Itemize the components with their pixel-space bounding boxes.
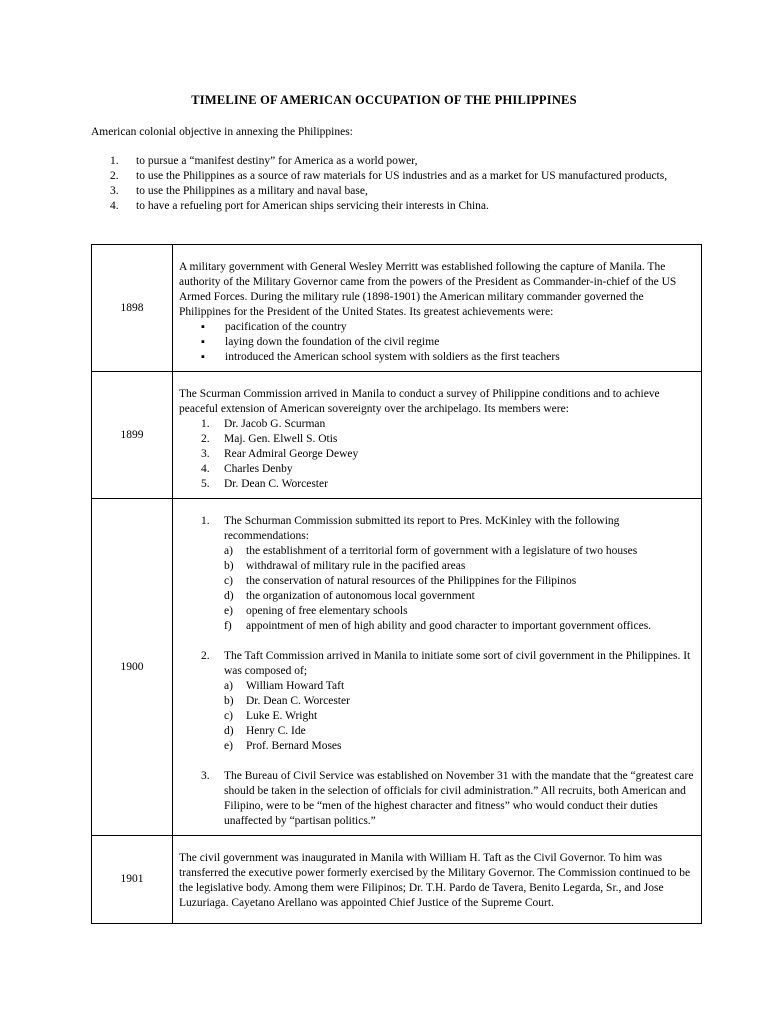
item-letter: b) [224, 560, 234, 572]
item-text: opening of free elementary schools [246, 605, 408, 617]
item-text: Henry C. Ide [246, 725, 306, 737]
year-cell: 1898 [92, 245, 173, 372]
member-item [201, 447, 694, 462]
event-item [201, 514, 694, 634]
members-list [179, 417, 694, 492]
commission-member-item [224, 709, 694, 724]
objective-item [110, 154, 680, 169]
timeline-row-1901 [92, 836, 702, 924]
description-cell [173, 499, 702, 836]
item-text: Prof. Bernard Moses [246, 740, 342, 752]
event-number: 2. [201, 650, 210, 662]
recommendation-item [224, 619, 694, 634]
member-item [201, 417, 694, 432]
member-name: Rear Admiral George Dewey [224, 448, 359, 460]
timeline-row-1899 [92, 372, 702, 499]
objectives-list [110, 154, 680, 214]
member-number: 4. [201, 463, 210, 475]
item-text: the establishment of a territorial form of government with a legislature of two houses [246, 545, 638, 557]
item-letter: e) [224, 605, 233, 617]
event-item [201, 769, 694, 829]
year-cell: 1899 [92, 372, 173, 499]
objective-item [110, 199, 680, 214]
achievements-list [179, 320, 694, 365]
objective-number: 3. [110, 185, 119, 197]
member-name: Dr. Jacob G. Scurman [224, 418, 326, 430]
member-number: 3. [201, 448, 210, 460]
item-text: Dr. Dean C. Worcester [246, 695, 350, 707]
objective-text: to use the Philippines as a source of raw materials for US industries and as a market for US manufactured products, [136, 170, 668, 182]
member-number: 1. [201, 418, 210, 430]
commission-member-item [224, 694, 694, 709]
objective-number: 4. [110, 200, 119, 212]
item-letter: f) [224, 620, 232, 632]
intro-text: American colonial objective in annexing the Philippines: [91, 126, 353, 138]
description-cell [173, 372, 702, 499]
item-letter: d) [224, 590, 234, 602]
item-letter: e) [224, 740, 233, 752]
timeline-table [91, 244, 702, 924]
item-letter: d) [224, 725, 234, 737]
event-text: The Taft Commission arrived in Manila to initiate some sort of civil government in the Philippines. It was composed of; [224, 650, 691, 677]
item-text: the conservation of natural resources of the Philippines for the Filipinos [246, 575, 577, 587]
objective-number: 1. [110, 155, 119, 167]
item-letter: a) [224, 545, 233, 557]
events-list [179, 514, 694, 829]
item-text: appointment of men of high ability and good character to important government offices. [246, 620, 652, 632]
objective-item [110, 169, 680, 184]
member-name: Maj. Gen. Elwell S. Otis [224, 433, 338, 445]
event-number: 3. [201, 770, 210, 782]
event-text: The Schurman Commission submitted its report to Pres. McKinley with the following recommendations: [224, 515, 620, 542]
achievement-item: ▪ laying down the foundation of the civil regime [201, 335, 694, 350]
item-letter: a) [224, 680, 233, 692]
commission-member-item [224, 679, 694, 694]
event-item [201, 649, 694, 754]
page-title: TIMELINE OF AMERICAN OCCUPATION OF THE PHILIPPINES [191, 93, 577, 107]
event-text: The civil government was inaugurated in Manila with William H. Taft as the Civil Governor. To him was transferred the executive power formerly exercised by the Military Governor. The Commission continued to be the legislative body. Among them were Filipinos; Dr. T.H. Pardo de Tavera, Benito Legarda, Sr., and Jose Luzuriaga. Cayetano Arellano was appointed Chief Justice of the Supreme Court. [179, 852, 691, 909]
item-text: William Howard Taft [246, 680, 345, 692]
member-item [201, 462, 694, 477]
objective-number: 2. [110, 170, 119, 182]
recommendation-item [224, 604, 694, 619]
member-name: Charles Denby [224, 463, 293, 475]
achievement-item: ▪ introduced the American school system with soldiers as the first teachers [201, 350, 694, 365]
member-name: Dr. Dean C. Worcester [224, 478, 328, 490]
recommendation-item [224, 559, 694, 574]
item-letter: c) [224, 710, 233, 722]
item-letter: c) [224, 575, 233, 587]
year-cell: 1901 [92, 836, 173, 924]
event-text: A military government with General Wesley Merritt was established following the capture of Manila. The authority of the Military Governor came from the powers of the President as Commander-in-chief of the US Armed Forces. During the military rule (1898-1901) the American military commander governed the Philippines for the President of the United States. Its greatest achievements were: [179, 261, 677, 318]
item-letter: b) [224, 695, 234, 707]
commission-members-list [224, 679, 694, 754]
achievement-item: ▪ pacification of the country [201, 320, 694, 335]
description-cell [173, 245, 702, 372]
recommendation-item [224, 544, 694, 559]
timeline-row-1898 [92, 245, 702, 372]
event-text: The Scurman Commission arrived in Manila to conduct a survey of Philippine conditions and to achieve peaceful extension of American sovereignty over the archipelago. Its members were: [179, 388, 660, 415]
item-text: the organization of autonomous local government [246, 590, 475, 602]
member-item [201, 477, 694, 492]
objective-text: to pursue a “manifest destiny” for America as a world power, [136, 155, 418, 167]
commission-member-item [224, 739, 694, 754]
member-item [201, 432, 694, 447]
timeline-row-1900 [92, 499, 702, 836]
year-cell: 1900 [92, 499, 173, 836]
objective-text: to have a refueling port for American ships servicing their interests in China. [136, 200, 489, 212]
member-number: 2. [201, 433, 210, 445]
objective-text: to use the Philippines as a military and naval base, [136, 185, 368, 197]
description-cell [173, 836, 702, 924]
commission-member-item [224, 724, 694, 739]
objective-item [110, 184, 680, 199]
recommendation-item [224, 589, 694, 604]
item-text: Luke E. Wright [246, 710, 318, 722]
recommendations-list [224, 544, 694, 634]
item-text: withdrawal of military rule in the pacified areas [246, 560, 466, 572]
member-number: 5. [201, 478, 210, 490]
event-number: 1. [201, 515, 210, 527]
event-text: The Bureau of Civil Service was established on November 31 with the mandate that the “greatest care should be taken in the selection of officials for civil administration.” All recruits, both American and Filipino, were to be “men of the highest character and fitness” who would conduct their duties unaffected by “partisan politics.” [224, 770, 694, 827]
recommendation-item [224, 574, 694, 589]
